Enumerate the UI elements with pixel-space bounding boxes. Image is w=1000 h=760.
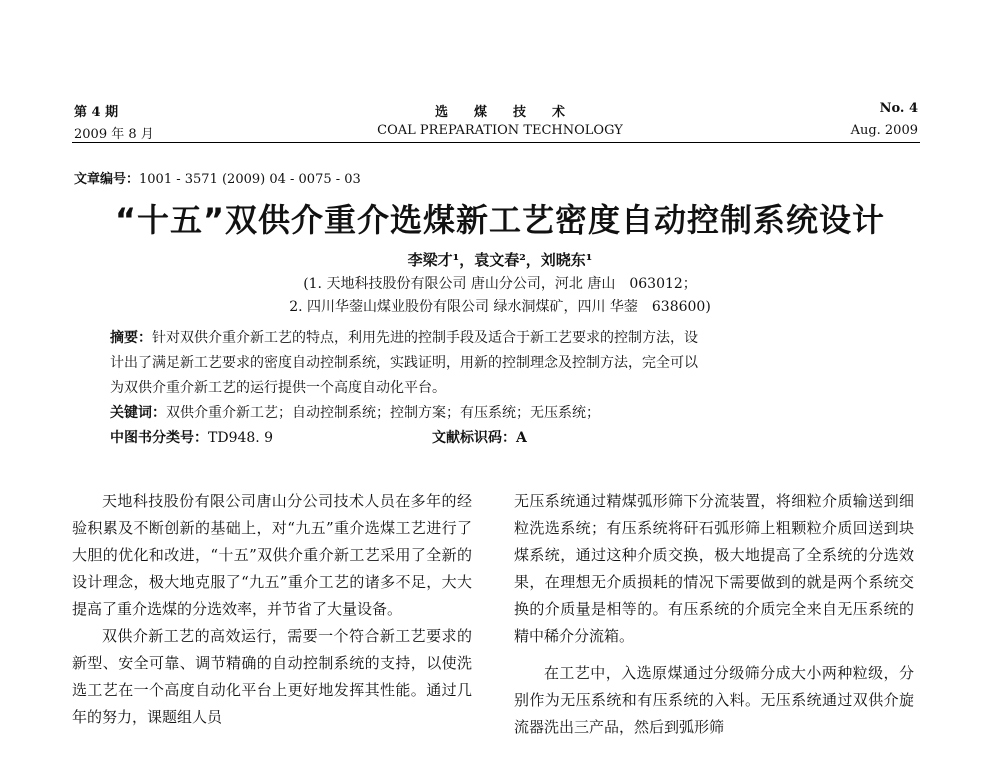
header-rule xyxy=(72,142,920,143)
issue-number-en: No. 4 xyxy=(879,101,918,116)
article-id-label: 文章编号： xyxy=(74,172,140,187)
doc-code-label: 文献标识码： xyxy=(432,430,516,446)
journal-name-cn: 选 煤 技 术 xyxy=(434,105,565,120)
authors: 李梁才¹，袁文春²，刘晓东¹ xyxy=(407,251,593,269)
abstract-label: 摘要： xyxy=(110,330,152,346)
page-title: “十五”双供介重介选煤新工艺密度自动控制系统设计 xyxy=(114,201,886,239)
body-paragraph-continued: 无压系统通过精煤弧形筛下分流装置，将细粒介质输送到细粒洗选系统；有压系统将矸石弧形筛上粗颗粒介质回送到块煤系统，通过这种介质交换，极大地提高了全系统的分选效果，在理想无介质损耗的情况下需要做到的就是两个系统交换的介质量是相等的。有压系统的介质完全来自无压系统的精中稀介分流箱。 xyxy=(514,492,914,645)
keywords-value: 双供介重介新工艺；自动控制系统；控制方案；有压系统；无压系统； xyxy=(166,405,600,421)
affiliation-2: 2. 四川华蓥山煤业股份有限公司 绿水洞煤矿，四川 华蓥 638600) xyxy=(289,299,711,315)
classification xyxy=(110,426,880,451)
date-en: Aug. 2009 xyxy=(850,123,918,138)
body-paragraph: 天地科技股份有限公司唐山分公司技术人员在多年的经验积累及不断创新的基础上，对“九五”重介选煤工艺进行了大胆的优化和改进，“十五”双供介重介新工艺采用了全新的设计理念，极大地克服了“九五”重介工艺的诸多不足，大大提高了重介选煤的分选效率，并节省了大量设备。 xyxy=(72,492,472,618)
doc-code-value: A xyxy=(516,430,527,446)
date-cn: 2009 年 8 月 xyxy=(74,127,154,142)
body-right-column xyxy=(514,488,914,741)
body-paragraph: 在工艺中，入选原煤通过分级筛分成大小两种粒级，分别作为无压系统和有压系统的入料。无压系统通过双供介旋流器洗出三产品，然后到弧形筛 xyxy=(514,664,914,736)
classification-label: 中图书分类号： xyxy=(110,430,208,446)
abstract-text-1: 针对双供介重介新工艺的特点，利用先进的控制手段及适合于新工艺要求的控制方法，设 xyxy=(152,330,698,346)
affiliation-1: (1. 天地科技股份有限公司 唐山分公司，河北 唐山 063012； xyxy=(303,276,697,292)
keywords-label: 关键词： xyxy=(110,405,166,421)
article-id xyxy=(74,168,361,187)
issue-number-cn: 第 4 期 xyxy=(74,105,119,120)
article-id-value: 1001 - 3571 (2009) 04 - 0075 - 03 xyxy=(139,172,361,187)
journal-name-en: COAL PREPARATION TECHNOLOGY xyxy=(377,123,623,138)
abstract-line-1 xyxy=(110,326,880,351)
abstract-line-2: 计出了满足新工艺要求的密度自动控制系统，实践证明，用新的控制理念及控制方法，完全可以 xyxy=(110,355,698,371)
keywords xyxy=(110,401,880,426)
abstract xyxy=(110,326,880,451)
classification-value: TD948. 9 xyxy=(208,430,274,446)
body-left-column xyxy=(72,488,472,731)
body-paragraph: 双供介新工艺的高效运行，需要一个符合新工艺要求的新型、安全可靠、调节精确的自动控制系统的支持，以使洗选工艺在一个高度自动化平台上更好地发挥其性能。通过几年的努力，课题组人员 xyxy=(72,627,472,726)
abstract-line-3: 为双供介重介新工艺的运行提供一个高度自动化平台。 xyxy=(110,380,446,396)
